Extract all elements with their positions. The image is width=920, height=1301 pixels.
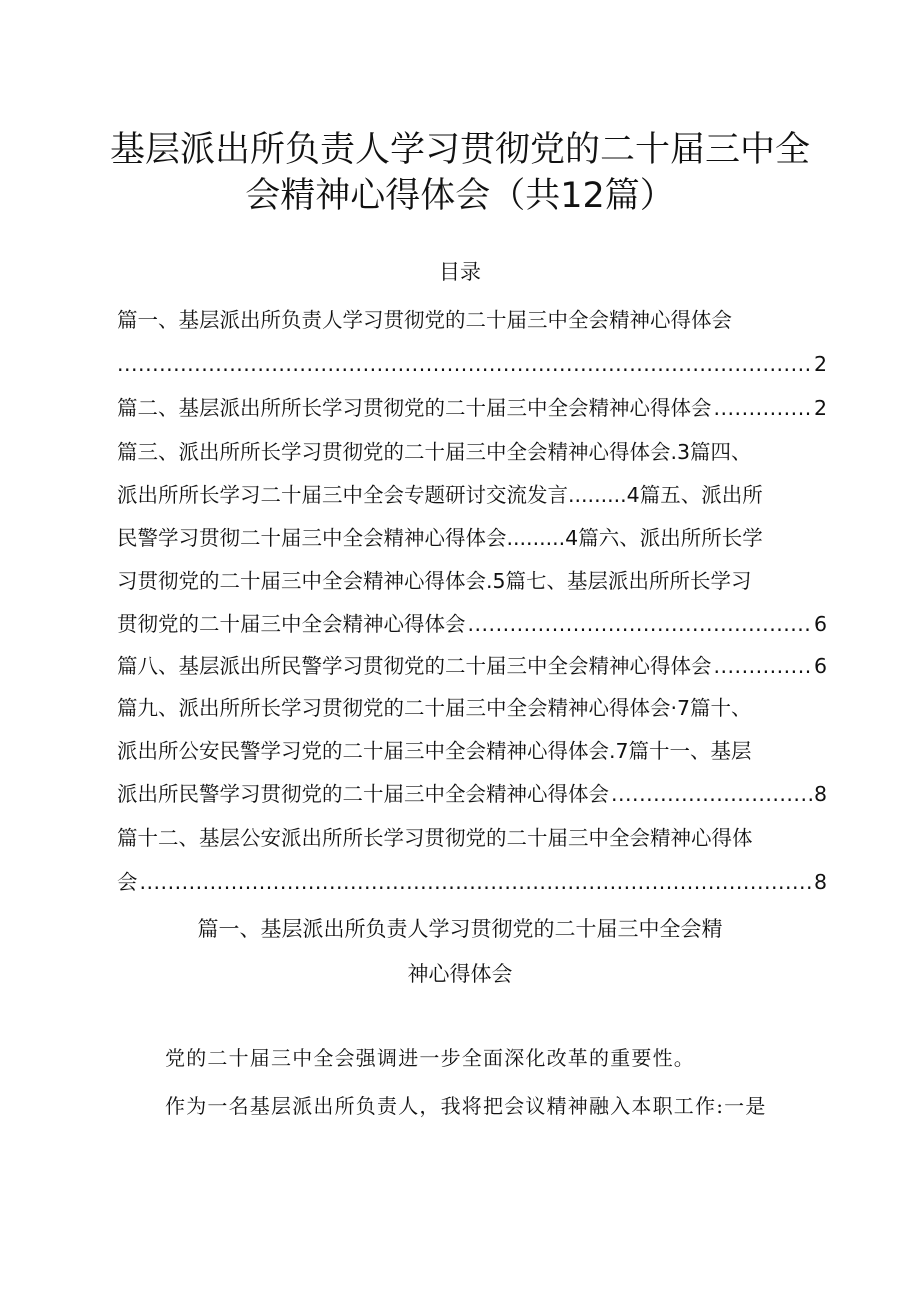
toc-leader-dots: [611, 779, 812, 809]
toc-line[interactable]: [117, 393, 827, 423]
section-heading-line-2: 神心得体会: [407, 962, 513, 986]
toc-line[interactable]: 篇九、派出所所长学习贯彻党的二十届三中全会精神心得体会·7篇十、: [117, 696, 752, 720]
toc-page-number: 8: [813, 870, 827, 894]
toc-page-number: 2: [813, 352, 827, 376]
toc-line[interactable]: 派出所公安民警学习党的二十届三中全会精神心得体会.7篇十一、基层: [117, 739, 752, 763]
toc-leader-dots: [140, 867, 812, 897]
toc-heading: 目录: [439, 260, 481, 284]
toc-page-number: 2: [813, 396, 827, 420]
toc-line[interactable]: 篇三、派出所所长学习贯彻党的二十届三中全会精神心得体会.3篇四、: [117, 440, 752, 464]
toc-leader-dots: [468, 609, 812, 639]
toc-page-number: 6: [813, 654, 827, 678]
toc-line[interactable]: 派出所所长学习二十届三中全会专题研讨交流发言.........4篇五、派出所: [117, 483, 763, 507]
toc-entry-text: 篇二、基层派出所所长学习贯彻党的二十届三中全会精神心得体会: [117, 396, 712, 420]
toc-line[interactable]: 篇一、基层派出所负责人学习贯彻党的二十届三中全会精神心得体会: [117, 308, 732, 332]
toc-page-number: 8: [813, 782, 827, 806]
toc-line[interactable]: [117, 349, 827, 379]
toc-leader-dots: [714, 393, 812, 423]
toc-line[interactable]: 篇十二、基层公安派出所所长学习贯彻党的二十届三中全会精神心得体: [117, 826, 753, 850]
toc-line[interactable]: [117, 609, 827, 639]
section-heading-line-1: 篇一、基层派出所负责人学习贯彻党的二十届三中全会精: [197, 917, 723, 941]
toc-line[interactable]: [117, 651, 827, 681]
body-paragraph: 党的二十届三中全会强调进一步全面深化改革的重要性。: [165, 1046, 695, 1070]
body-paragraph: 作为一名基层派出所负责人，我将把会议精神融入本职工作:一是: [165, 1094, 767, 1118]
toc-line[interactable]: 习贯彻党的二十届三中全会精神心得体会.5篇七、基层派出所所长学习: [117, 569, 752, 593]
toc-line[interactable]: 民警学习贯彻二十届三中全会精神心得体会.........4篇六、派出所所长学: [117, 526, 763, 550]
toc-line[interactable]: [117, 867, 827, 897]
toc-leader-dots: [117, 349, 812, 379]
toc-entry-text: 贯彻党的二十届三中全会精神心得体会: [117, 612, 466, 636]
toc-page-number: 6: [813, 612, 827, 636]
toc-entry-text: 会: [117, 870, 138, 894]
toc-line[interactable]: [117, 779, 827, 809]
toc-entry-text: 派出所民警学习贯彻党的二十届三中全会精神心得体会: [117, 782, 609, 806]
document-title-line-1: 基层派出所负责人学习贯彻党的二十届三中全: [109, 130, 810, 170]
document-title-line-2: 会精神心得体会（共12篇）: [245, 176, 675, 216]
toc-leader-dots: [714, 651, 812, 681]
toc-entry-text: 篇八、基层派出所民警学习贯彻党的二十届三中全会精神心得体会: [117, 654, 712, 678]
